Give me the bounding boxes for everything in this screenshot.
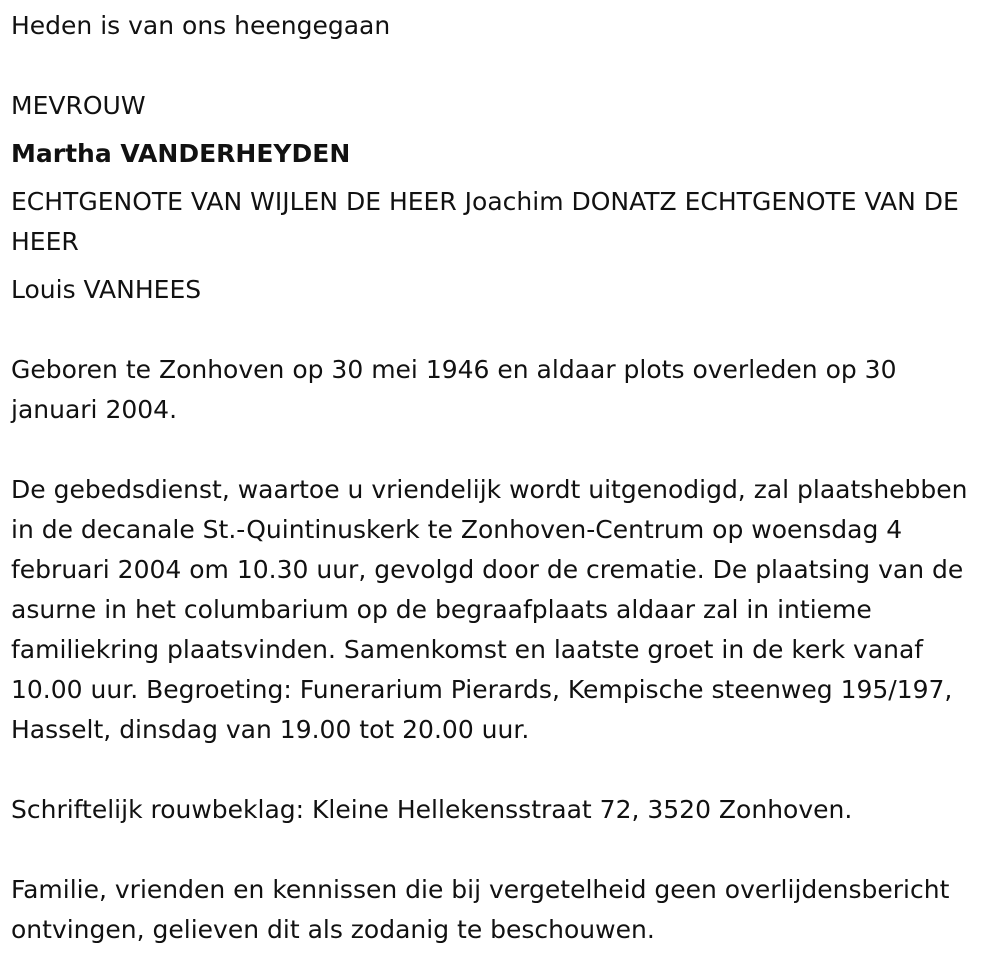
relations-line: ECHTGENOTE VAN WIJLEN DE HEER Joachim DONATZ ECHTGENOTE VAN DE HEER [11,187,959,256]
spacer [11,310,986,350]
birth-death-paragraph: Geboren te Zonhoven op 30 mei 1946 en aldaar plots overleden op 30 januari 2004. [11,355,897,424]
intro-line: Heden is van ons heengegaan [11,11,391,40]
spouse-name: Louis VANHEES [11,275,202,304]
spacer [11,262,986,270]
service-paragraph: De gebedsdienst, waartoe u vriendelijk wordt uitgenodigd, zal plaatshebben in de decanale St.-Quintinuskerk te Zonhoven-Centrum op woensdag 4 februari 2004 om 10.30 uur, gevolgd door de crematie. De plaatsing van de asurne in het columbarium op de begraafplaats aldaar zal in intieme familiekring plaatsvinden. Samenkomst en laatste groet in de kerk vanaf 10.00 uur. Begroeting: Funerarium Pierards, Kempische steenweg 195/197, Hasselt, dinsdag van 19.00 tot 20.00 uur. [11,475,968,744]
deceased-name: Martha VANDERHEYDEN [11,139,351,168]
spacer [11,750,986,790]
spacer [11,830,986,870]
spacer [11,174,986,182]
condolences-paragraph: Schriftelijk rouwbeklag: Kleine Hellekensstraat 72, 3520 Zonhoven. [11,795,853,824]
spacer [11,126,986,134]
salutation: MEVROUW [11,91,146,120]
spacer [11,46,986,86]
closing-paragraph: Familie, vrienden en kennissen die bij vergetelheid geen overlijdensbericht ontvingen, gelieven dit als zodanig te beschouwen. [11,875,950,944]
spacer [11,430,986,470]
obituary-notice [11,6,986,950]
